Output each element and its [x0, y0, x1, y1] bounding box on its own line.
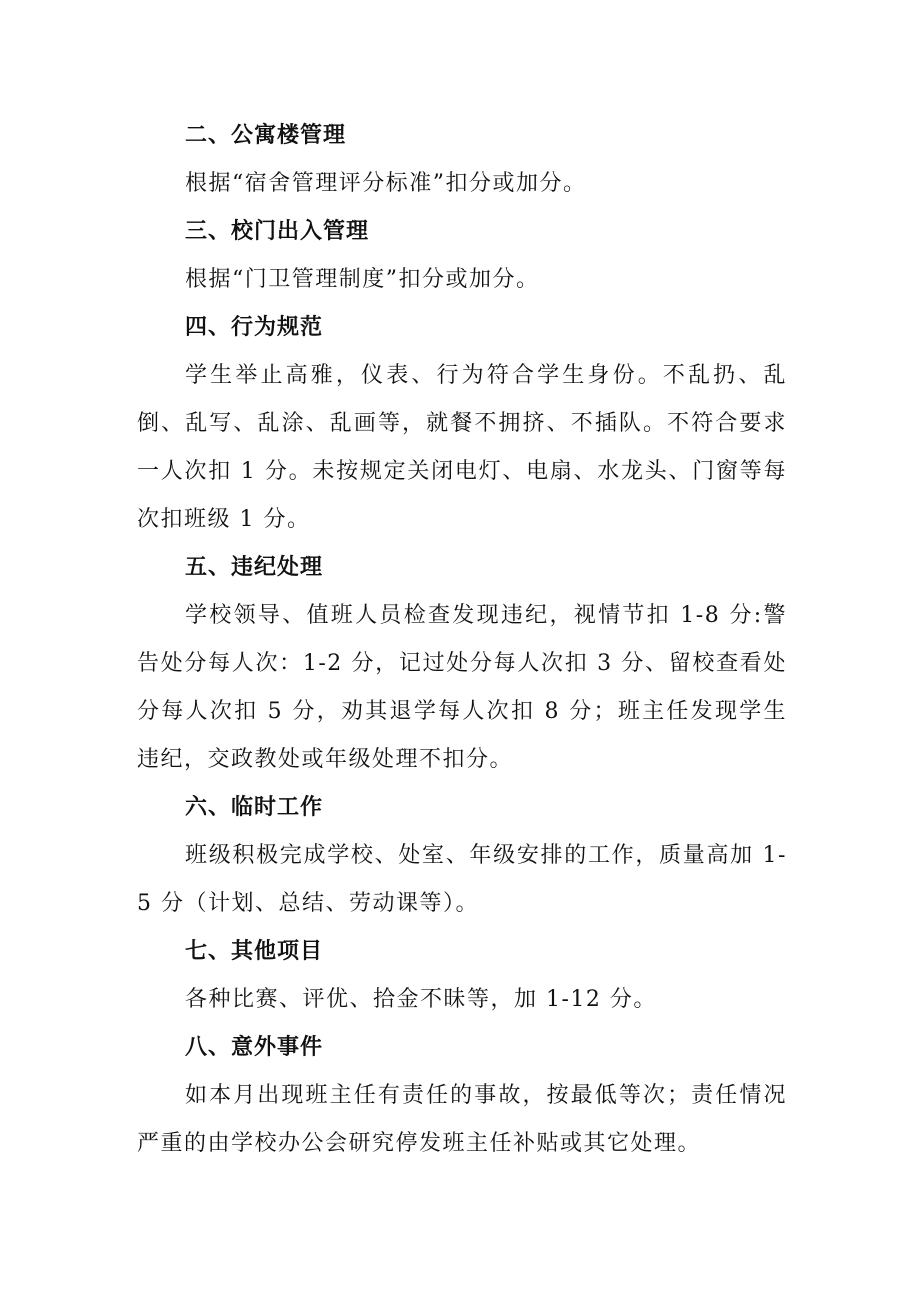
section-accidents	[137, 1024, 787, 1168]
section-heading: 四、行为规范	[185, 315, 324, 340]
section-gate-management	[137, 208, 787, 304]
section-paragraph: 学校领导、值班人员检查发现违纪，视情节扣 1-8 分:警告处分每人次：1-2 分，记过处分每人次扣 3 分、留校查看处分每人次扣 5 分，劝其退学每人次扣 8 分；班主任发现学生违纪，交政教处或年级处理不扣分。	[137, 603, 787, 772]
section-heading: 七、其他项目	[185, 939, 324, 964]
section-apartment-management	[137, 112, 787, 208]
section-temporary-work	[137, 784, 787, 928]
section-heading: 三、校门出入管理	[185, 219, 370, 244]
section-heading: 八、意外事件	[185, 1035, 324, 1060]
section-paragraph: 各种比赛、评优、拾金不昧等，加 1-12 分。	[185, 987, 657, 1012]
section-behavior-norms	[137, 304, 787, 544]
section-paragraph: 学生举止高雅，仪表、行为符合学生身份。不乱扔、乱倒、乱写、乱涂、乱画等，就餐不拥挤、不插队。不符合要求一人次扣 1 分。未按规定关闭电灯、电扇、水龙头、门窗等每次扣班级 1 分。	[137, 363, 787, 532]
document-body	[137, 112, 787, 1168]
section-paragraph: 班级积极完成学校、处室、年级安排的工作，质量高加 1-5 分（计划、总结、劳动课等）。	[137, 843, 787, 916]
section-paragraph: 根据“门卫管理制度”扣分或加分。	[185, 267, 540, 292]
section-paragraph: 根据“宿舍管理评分标准”扣分或加分。	[185, 171, 587, 196]
section-heading: 二、公寓楼管理	[185, 123, 347, 148]
section-discipline-handling	[137, 544, 787, 784]
section-heading: 五、违纪处理	[185, 555, 324, 580]
section-paragraph: 如本月出现班主任有责任的事故，按最低等次；责任情况严重的由学校办公会研究停发班主任补贴或其它处理。	[137, 1083, 787, 1156]
section-other-items	[137, 928, 787, 1024]
section-heading: 六、临时工作	[185, 795, 324, 820]
